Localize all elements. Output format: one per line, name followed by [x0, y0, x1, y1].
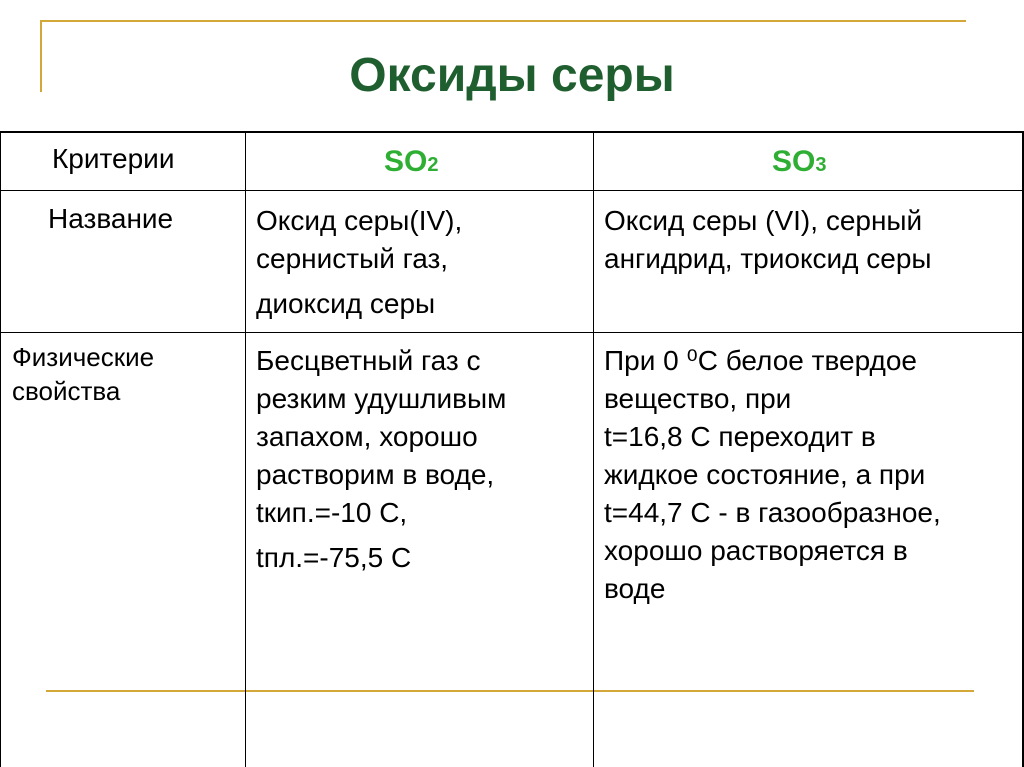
so2-name — [256, 202, 462, 323]
so3-name-line-2: ангидрид, триоксид серы — [604, 243, 932, 274]
criterion-properties-line-2: свойства — [12, 376, 121, 406]
so2-properties-line-2: резким удушливым — [256, 383, 507, 414]
so3-properties-line-2: вещество, при — [604, 383, 792, 414]
so2-properties-line-6: tпл.=-75,5 С — [256, 542, 412, 573]
accent-line-top — [40, 20, 966, 22]
header-so2 — [384, 145, 438, 179]
so2-properties-line-1: Бесцветный газ с — [256, 345, 481, 376]
so3-properties-line-7: воде — [604, 573, 666, 604]
page-title: Оксиды серы — [349, 49, 675, 102]
so3-formula-base: SO — [772, 145, 816, 178]
table-divider-header — [0, 190, 1024, 191]
header-criteria: Критерии — [52, 143, 175, 174]
table-column-divider-2 — [593, 131, 594, 767]
so2-formula-index: 2 — [427, 154, 439, 176]
so3-name — [604, 202, 932, 278]
so2-formula-base: SO — [384, 145, 428, 178]
criterion-properties — [12, 340, 154, 408]
so2-properties-line-4: растворим в воде, — [256, 459, 495, 490]
so3-properties-line-3: t=16,8 С переходит в — [604, 421, 876, 452]
so2-name-line-2: сернистый газ, — [256, 243, 449, 274]
table-border-left — [0, 131, 1, 767]
criterion-properties-line-1: Физические — [12, 342, 155, 372]
header-so3 — [772, 145, 826, 179]
criterion-name — [48, 200, 173, 238]
so2-properties-line-5: tкип.=-10 С, — [256, 497, 408, 528]
so3-properties — [604, 342, 941, 608]
table-column-divider-1 — [245, 131, 246, 767]
so3-formula-index: 3 — [815, 154, 827, 176]
so3-properties-line-1: При 0 ⁰С белое твердое — [604, 345, 918, 376]
so2-name-line-1: Оксид серы(IV), — [256, 205, 463, 236]
so3-properties-line-4: жидкое состояние, а при — [604, 459, 926, 490]
so2-name-line-3: диоксид серы — [256, 288, 436, 319]
so2-properties-line-3: запахом, хорошо — [256, 421, 478, 452]
so3-name-line-1: Оксид серы (VI), серный — [604, 205, 923, 236]
accent-line-bottom — [46, 690, 974, 692]
so3-properties-line-6: хорошо растворяется в — [604, 535, 908, 566]
so2-properties — [256, 342, 506, 577]
so3-properties-line-5: t=44,7 С - в газообразное, — [604, 497, 941, 528]
criterion-name-line: Название — [48, 203, 174, 234]
table-border-top — [0, 131, 1024, 133]
table-divider-row — [0, 332, 1024, 333]
